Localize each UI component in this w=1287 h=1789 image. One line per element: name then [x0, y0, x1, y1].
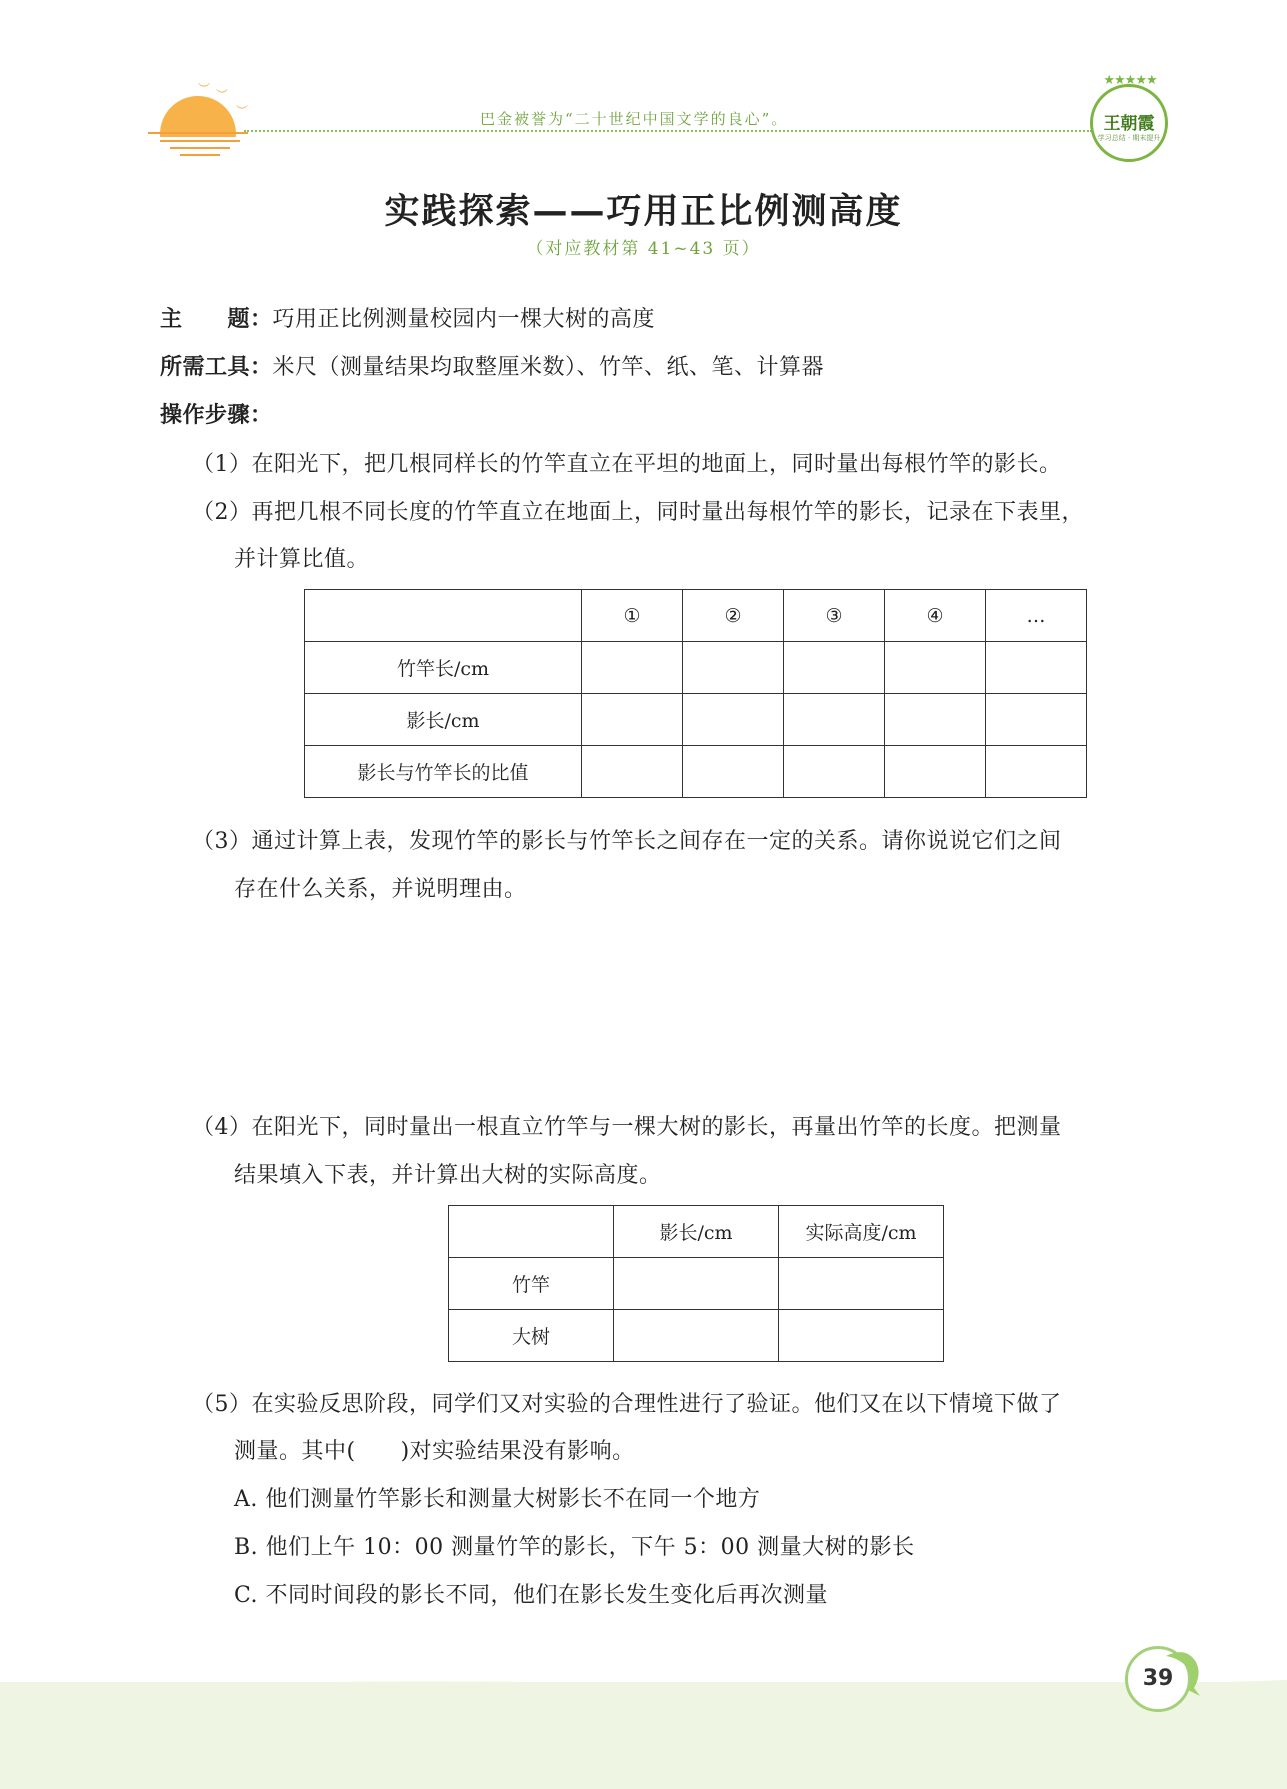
option-c[interactable]: C. 不同时间段的影长不同，他们在影长发生变化后再次测量 [234, 1583, 829, 1608]
answer-cell[interactable] [779, 1310, 944, 1362]
step-3-line-1: （3）通过计算上表，发现竹竿的影长与竹竿长之间存在一定的关系。请你说说它们之间 [192, 829, 1062, 854]
answer-cell[interactable] [683, 746, 784, 798]
step-4-line-2: 结果填入下表，并计算出大树的实际高度。 [234, 1163, 662, 1188]
answer-area[interactable] [234, 910, 1154, 1090]
table-corner-cell [449, 1206, 614, 1258]
answer-cell[interactable] [614, 1258, 779, 1310]
step-3-line-2: 存在什么关系，并说明理由。 [234, 877, 527, 902]
answer-cell[interactable] [885, 694, 986, 746]
tools-text: 米尺（测量结果均取整厘米数）、竹竿、纸、笔、计算器 [272, 355, 825, 380]
page-header [0, 0, 1287, 180]
step-1: （1）在阳光下，把几根同样长的竹竿直立在平坦的地面上，同时量出每根竹竿的影长。 [192, 452, 1062, 477]
table-row-header: 影长与竹竿长的比值 [305, 746, 582, 798]
dolphin-icon [1160, 1648, 1206, 1698]
table-row-header: 影长/cm [305, 694, 582, 746]
table-row-header: 竹竿长/cm [305, 642, 582, 694]
answer-cell[interactable] [885, 746, 986, 798]
table-row [305, 746, 1087, 798]
table-row [305, 694, 1087, 746]
stars-icon: ★★★★★ [1103, 73, 1157, 88]
step-2-line-2: 并计算比值。 [234, 547, 370, 572]
answer-cell[interactable] [614, 1310, 779, 1362]
table-row [305, 590, 1087, 642]
step-5-line-2: 测量。其中( )对实验结果没有影响。 [234, 1439, 635, 1464]
page-number: 39 [1125, 1646, 1191, 1712]
option-a[interactable]: A. 他们测量竹竿影长和测量大树影长不在同一个地方 [234, 1487, 761, 1512]
header-quote: 巴金被誉为“二十世纪中国文学的良心”。 [480, 110, 789, 128]
table-header-cell: … [986, 590, 1087, 642]
page-subtitle: （对应教材第 41~43 页） [526, 239, 761, 259]
table-row [305, 642, 1087, 694]
answer-cell[interactable] [986, 694, 1087, 746]
table-row [449, 1310, 944, 1362]
ratio-table [304, 589, 1087, 798]
answer-cell[interactable] [582, 746, 683, 798]
step-5-line-1: （5）在实验反思阶段，同学们又对实验的合理性进行了验证。他们又在以下情境下做了 [192, 1392, 1062, 1417]
topic-label: 主 题： [160, 307, 273, 332]
header-divider [244, 130, 1092, 132]
answer-cell[interactable] [784, 642, 885, 694]
step-2-line-1: （2）再把几根不同长度的竹竿直立在地面上，同时量出每根竹竿的影长，记录在下表里， [192, 500, 1085, 525]
answer-cell[interactable] [683, 642, 784, 694]
answer-cell[interactable] [779, 1258, 944, 1310]
table-header-cell: ④ [885, 590, 986, 642]
answer-cell[interactable] [986, 746, 1087, 798]
answer-cell[interactable] [885, 642, 986, 694]
table-header-cell: 影长/cm [614, 1206, 779, 1258]
answer-cell[interactable] [784, 694, 885, 746]
option-b[interactable]: B. 他们上午 10：00 测量竹竿的影长，下午 5：00 测量大树的影长 [234, 1535, 915, 1560]
sunset-icon: ︶ ︶ ︶ [150, 80, 270, 160]
tools-label: 所需工具： [160, 355, 273, 380]
table-header-cell: ① [582, 590, 683, 642]
steps-label: 操作步骤： [160, 403, 273, 428]
table-header-cell: 实际高度/cm [779, 1206, 944, 1258]
brand-logo: ★★★★★ 王朝霞 学习总结 · 期末提升 [1090, 84, 1168, 162]
topic-line [160, 302, 655, 333]
height-table [448, 1205, 944, 1362]
table-corner-cell [305, 590, 582, 642]
table-row [449, 1206, 944, 1258]
tools-line [160, 350, 824, 381]
topic-text: 巧用正比例测量校园内一棵大树的高度 [272, 307, 656, 332]
table-header-cell: ② [683, 590, 784, 642]
table-header-cell: ③ [784, 590, 885, 642]
answer-cell[interactable] [986, 642, 1087, 694]
table-row-header: 竹竿 [449, 1258, 614, 1310]
answer-cell[interactable] [582, 694, 683, 746]
answer-cell[interactable] [683, 694, 784, 746]
answer-cell[interactable] [582, 642, 683, 694]
step-4-line-1: （4）在阳光下，同时量出一根直立竹竿与一棵大树的影长，再量出竹竿的长度。把测量 [192, 1115, 1062, 1140]
page-title: 实践探索——巧用正比例测高度 [384, 192, 903, 232]
footer-band [0, 1682, 1287, 1789]
answer-cell[interactable] [784, 746, 885, 798]
table-row-header: 大树 [449, 1310, 614, 1362]
table-row [449, 1258, 944, 1310]
